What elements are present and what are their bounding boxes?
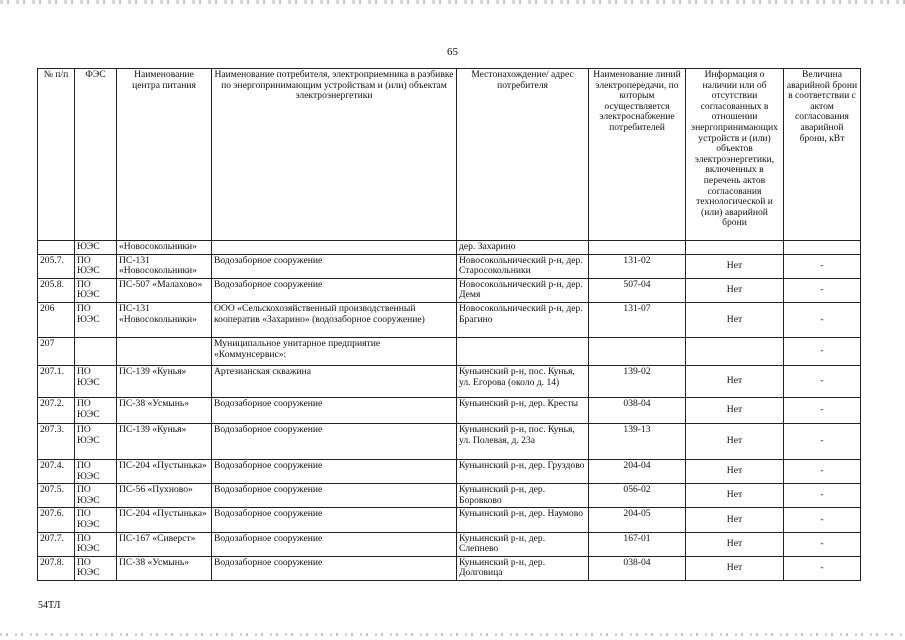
- cell-location: Куньинский р-н, дер. Боровково: [457, 484, 589, 508]
- cell-num: 207.2.: [38, 397, 75, 423]
- cell-fes: ПО ЮЭС: [75, 459, 117, 483]
- cell-location: дер. Захарино: [457, 241, 589, 255]
- header-location: Местонахождение/ адрес потребителя: [457, 69, 589, 241]
- cell-consumer: Артезианская скважина: [212, 365, 457, 397]
- cell-fes: ПО ЮЭС: [75, 365, 117, 397]
- cell-line: 139-13: [589, 423, 686, 459]
- cell-reserve: -: [784, 397, 861, 423]
- footer-code: 54ТЛ: [38, 600, 61, 611]
- cell-center: ПС-507 «Малахово»: [117, 278, 212, 302]
- cell-num: 207.6.: [38, 508, 75, 532]
- cell-line: 038-04: [589, 397, 686, 423]
- cell-fes: ПО ЮЭС: [75, 484, 117, 508]
- cell-num: 207.7.: [38, 532, 75, 556]
- table-row: [38, 254, 861, 278]
- cell-reserve: -: [784, 556, 861, 580]
- reserve-table: [37, 68, 861, 581]
- cell-fes: ПО ЮЭС: [75, 254, 117, 278]
- cell-center: ПС-204 «Пустынька»: [117, 508, 212, 532]
- table-row: [38, 337, 861, 365]
- cell-consumer: Водозаборное сооружение: [212, 508, 457, 532]
- cell-info: Нет: [686, 484, 784, 508]
- cell-location: Куньинский р-н, пос. Кунья, ул. Егорова (около д. 14): [457, 365, 589, 397]
- cell-fes: ПО ЮЭС: [75, 397, 117, 423]
- table-row: [38, 423, 861, 459]
- cell-reserve: -: [784, 278, 861, 302]
- table-row: [38, 556, 861, 580]
- cell-center: «Новосокольники»: [117, 241, 212, 255]
- header-num: № п/п: [38, 69, 75, 241]
- cell-center: ПС-131 «Новосокольники»: [117, 254, 212, 278]
- cell-location: Новосокольнический р-н, дер. Демя: [457, 278, 589, 302]
- cell-line: [589, 241, 686, 255]
- cell-line: 167-01: [589, 532, 686, 556]
- cell-consumer: Водозаборное сооружение: [212, 484, 457, 508]
- cell-reserve: -: [784, 484, 861, 508]
- cell-line: 038-04: [589, 556, 686, 580]
- cell-location: Куньинский р-н, пос. Кунья, ул. Полевая, д. 23а: [457, 423, 589, 459]
- cell-reserve: -: [784, 459, 861, 483]
- cell-center: ПС-204 «Пустынька»: [117, 459, 212, 483]
- cell-fes: ПО ЮЭС: [75, 532, 117, 556]
- cell-fes: ПО ЮЭС: [75, 423, 117, 459]
- cell-center: ПС-56 «Пухново»: [117, 484, 212, 508]
- cell-fes: [75, 337, 117, 365]
- cell-consumer: ООО «Сельскохозяйственный производственный кооператив «Захарино» (водозаборное сооружение): [212, 302, 457, 337]
- cell-fes: ПО ЮЭС: [75, 302, 117, 337]
- cell-info: Нет: [686, 423, 784, 459]
- header-consumer: Наименование потребителя, электроприемника в разбивке по энергопринимающим устройствам и (или) объектам электроэнергетики: [212, 69, 457, 241]
- cell-reserve: [784, 241, 861, 255]
- cell-location: Куньинский р-н, дер. Кресты: [457, 397, 589, 423]
- cell-info: Нет: [686, 365, 784, 397]
- cell-consumer: Водозаборное сооружение: [212, 459, 457, 483]
- cell-reserve: -: [784, 532, 861, 556]
- cell-info: Нет: [686, 508, 784, 532]
- cell-num: [38, 241, 75, 255]
- cell-fes: ПО ЮЭС: [75, 556, 117, 580]
- table-body: [38, 241, 861, 581]
- cell-center: ПС-139 «Кунья»: [117, 423, 212, 459]
- cell-num: 207: [38, 337, 75, 365]
- cell-location: Куньинский р-н, дер. Долговица: [457, 556, 589, 580]
- cell-num: 207.5.: [38, 484, 75, 508]
- cell-consumer: Муниципальное унитарное предприятие «Коммунсервис»:: [212, 337, 457, 365]
- header-center: Наименование центра питания: [117, 69, 212, 241]
- cell-line: 056-02: [589, 484, 686, 508]
- cell-location: Куньинский р-н, дер. Слепнево: [457, 532, 589, 556]
- cell-info: Нет: [686, 254, 784, 278]
- table-row: [38, 532, 861, 556]
- cell-center: ПС-139 «Кунья»: [117, 365, 212, 397]
- cell-reserve: -: [784, 337, 861, 365]
- table-header-row: [38, 69, 861, 241]
- cell-line: 131-02: [589, 254, 686, 278]
- cell-info: Нет: [686, 278, 784, 302]
- cell-location: Новосокольнический р-н, дер. Старосокольники: [457, 254, 589, 278]
- table-row: [38, 484, 861, 508]
- cell-info: Нет: [686, 556, 784, 580]
- cell-num: 205.7.: [38, 254, 75, 278]
- cell-reserve: -: [784, 302, 861, 337]
- cell-info: Нет: [686, 532, 784, 556]
- cell-num: 207.3.: [38, 423, 75, 459]
- cell-fes: ЮЭС: [75, 241, 117, 255]
- cell-info: [686, 337, 784, 365]
- cell-fes: ПО ЮЭС: [75, 278, 117, 302]
- cell-num: 207.8.: [38, 556, 75, 580]
- cell-location: Новосокольнический р-н, дер. Брагино: [457, 302, 589, 337]
- cell-location: Куньинский р-н, дер. Груздово: [457, 459, 589, 483]
- header-reserve: Величина аварийной брони в соответствии с актом согласования аварийной брони, кВт: [784, 69, 861, 241]
- scan-artifact-bottom: [0, 633, 905, 636]
- cell-center: ПС-131 «Новосокольники»: [117, 302, 212, 337]
- cell-reserve: -: [784, 508, 861, 532]
- table-row: [38, 302, 861, 337]
- header-fes: ФЭС: [75, 69, 117, 241]
- cell-center: ПС-167 «Сиверст»: [117, 532, 212, 556]
- cell-fes: ПО ЮЭС: [75, 508, 117, 532]
- cell-consumer: Водозаборное сооружение: [212, 532, 457, 556]
- cell-info: Нет: [686, 397, 784, 423]
- cell-center: ПС-38 «Усмынь»: [117, 397, 212, 423]
- table-row: [38, 365, 861, 397]
- cell-num: 206: [38, 302, 75, 337]
- table-row: [38, 508, 861, 532]
- cell-info: Нет: [686, 302, 784, 337]
- cell-line: 139-02: [589, 365, 686, 397]
- cell-line: 204-04: [589, 459, 686, 483]
- header-line: Наименование линий электропередачи, по которым осуществляется электроснабжение потребителей: [589, 69, 686, 241]
- page-number: 65: [447, 46, 458, 58]
- cell-line: 204-05: [589, 508, 686, 532]
- cell-reserve: -: [784, 254, 861, 278]
- cell-reserve: -: [784, 365, 861, 397]
- cell-line: 131-07: [589, 302, 686, 337]
- cell-num: 207.1.: [38, 365, 75, 397]
- cell-consumer: [212, 241, 457, 255]
- cell-center: ПС-38 «Усмынь»: [117, 556, 212, 580]
- cell-center: [117, 337, 212, 365]
- cell-consumer: Водозаборное сооружение: [212, 278, 457, 302]
- cell-consumer: Водозаборное сооружение: [212, 254, 457, 278]
- table-row: [38, 278, 861, 302]
- table-row: [38, 397, 861, 423]
- cell-num: 207.4.: [38, 459, 75, 483]
- cell-consumer: Водозаборное сооружение: [212, 556, 457, 580]
- table-row: [38, 241, 861, 255]
- cell-consumer: Водозаборное сооружение: [212, 423, 457, 459]
- cell-location: Куньинский р-н, дер. Наумово: [457, 508, 589, 532]
- cell-reserve: -: [784, 423, 861, 459]
- scan-artifact-top: [0, 0, 905, 4]
- header-info: Информация о наличии или об отсутствии согласованных в отношении энергопринимающих устройств и (или) объектов электроэнергетики, включенных в перечень актов согласования технологической и (или) аварийной брони: [686, 69, 784, 241]
- cell-location: [457, 337, 589, 365]
- cell-consumer: Водозаборное сооружение: [212, 397, 457, 423]
- table-row: [38, 459, 861, 483]
- cell-num: 205.8.: [38, 278, 75, 302]
- cell-line: [589, 337, 686, 365]
- cell-info: [686, 241, 784, 255]
- cell-line: 507-04: [589, 278, 686, 302]
- cell-info: Нет: [686, 459, 784, 483]
